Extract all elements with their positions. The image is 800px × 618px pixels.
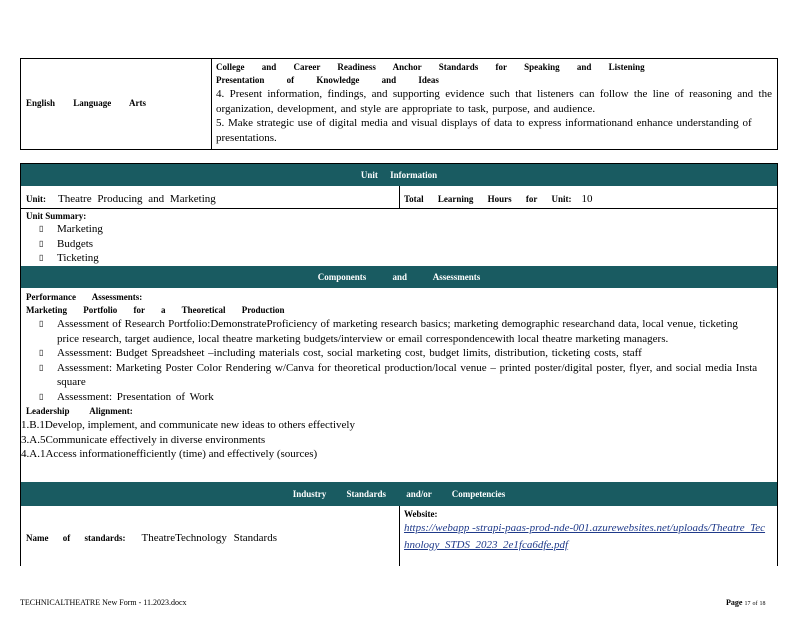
- footer-doc-name: TECHNICALTHEATRE New Form - 11.2023.docx: [20, 598, 187, 607]
- assessment-item: ▯ Assessment: Presentation of Work: [39, 390, 214, 403]
- leadership-item: 4.A.1Access informationefficiently (time) and effectively (sources): [21, 448, 318, 460]
- unit-info-header-label: Unit Information: [360, 170, 438, 180]
- standards-name-cell: [26, 528, 277, 546]
- unit-value: Theatre Producing and Marketing: [58, 193, 216, 205]
- website-link[interactable]: https://webapp -strapi-paas-prod-nde-001.azurewebsites.net/uploads/Theatre_Technology_STDS_2023_2e1fca6dfe.pdf: [404, 522, 766, 551]
- standards-cell: [216, 61, 772, 145]
- bullet-icon: ▯: [39, 391, 44, 401]
- summary-list: [21, 222, 766, 266]
- assessment-item: ▯ Assessment of Research Portfolio:DemonstrateProficiency of marketing research basics; marketing demographic researchand data, local venue, ticketing price research, target audience, local theatre marketing budgets/interview or email correspondencewith local theatre marketing managers.: [39, 318, 738, 345]
- performance-label: Performance Assessments:: [26, 292, 143, 302]
- summary-item: ▯ Marketing: [39, 223, 103, 235]
- unit-row: [21, 186, 777, 209]
- page-total: 18: [759, 601, 766, 607]
- portfolio-label: Marketing Portfolio for a Theoretical Production: [26, 305, 285, 315]
- subject-cell: [21, 59, 212, 149]
- hours-label: Total Learning Hours for Unit:: [404, 194, 572, 204]
- bullet-icon: ▯: [39, 224, 44, 233]
- standards-subtitle: Presentation of Knowledge and Ideas: [216, 75, 439, 85]
- website-cell: [404, 508, 772, 554]
- summary-cell: [26, 210, 766, 266]
- page-of: of: [752, 601, 758, 607]
- unit-info-header: [21, 164, 777, 186]
- hours-cell: [404, 189, 593, 207]
- bullet-icon: ▯: [39, 253, 44, 262]
- standards-name-label: Name of standards:: [26, 533, 126, 543]
- page-number: 17: [744, 601, 751, 607]
- bullet-icon: ▯: [39, 362, 44, 372]
- unit-label: Unit:: [26, 194, 46, 204]
- industry-header-label: Industry Standards and/or Competencies: [292, 489, 506, 499]
- standards-title: College and Career Readiness Anchor Standards for Speaking and Listening: [216, 62, 645, 72]
- industry-section: [20, 482, 778, 566]
- standards-name-value: TheatreTechnology Standards: [141, 532, 277, 544]
- industry-divider: [399, 506, 400, 566]
- components-header: [21, 266, 777, 288]
- subject-label: English Language Arts: [26, 98, 147, 108]
- hours-value: 10: [581, 193, 593, 205]
- leadership-item: 1.B.1Develop, implement, and communicate new ideas to others effectively: [21, 419, 355, 431]
- assessment-list: [21, 317, 761, 404]
- top-standards-table: [20, 58, 778, 150]
- unit-divider: [399, 186, 400, 208]
- standard-item-5: 5. Make strategic use of digital media and visual displays of data to express informationand enhance understanding of presentations.: [216, 117, 752, 144]
- summary-label: Unit Summary:: [26, 211, 87, 221]
- website-label: Website:: [404, 509, 438, 519]
- components-body: [21, 291, 771, 462]
- leadership-label: Leadership Alignment:: [26, 406, 133, 416]
- leadership-item: 3.A.5Communicate effectively in diverse environments: [21, 433, 266, 446]
- components-header-label: Components and Assessments: [317, 272, 481, 282]
- bullet-icon: ▯: [39, 348, 44, 357]
- components-section: [20, 266, 778, 483]
- unit-info-section: [20, 163, 778, 268]
- summary-item: ▯ Budgets: [39, 237, 94, 250]
- bullet-icon: ▯: [39, 319, 44, 328]
- assessment-item: ▯ Assessment: Budget Spreadsheet –including materials cost, social marketing cost, budget limits, distribution, ticketing costs, staff: [39, 347, 642, 359]
- page-label: Page: [726, 598, 743, 607]
- summary-item: ▯ Ticketing: [39, 252, 99, 264]
- industry-header: [21, 482, 777, 506]
- bullet-icon: ▯: [39, 238, 44, 248]
- assessment-item: ▯ Assessment: Marketing Poster Color Rendering w/Canva for theoretical production/local venue – printed poster/digital poster, flyer, and social media Insta square: [39, 361, 758, 388]
- footer-page: [726, 598, 765, 607]
- standard-item-4: 4. Present information, findings, and supporting evidence such that listeners can follow the line of reasoning and the organization, development, and style are appropriate to task, purpose, and audience.: [216, 88, 772, 115]
- unit-name-cell: [26, 189, 216, 207]
